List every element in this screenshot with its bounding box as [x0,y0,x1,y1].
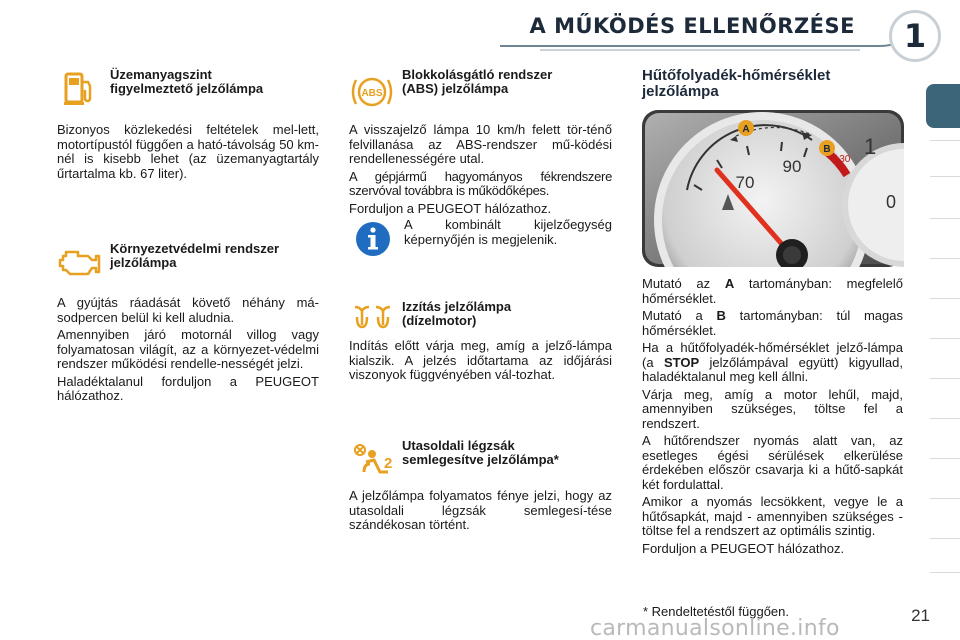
glow-title [402,300,612,328]
side-tab-divider [930,572,960,573]
engine-paragraph-1: A gyújtás ráadását követő néhány má-sodpercen belül ki kell aludnia. [57,295,319,325]
fuel-title-line2: figyelmeztető jelzőlámpa [110,81,264,96]
fuel-text [57,123,319,184]
page-number: 21 [911,606,930,625]
fuel-title [110,68,320,96]
gauge-right-digit: 1 [864,134,877,159]
airbag-off-icon [352,442,394,482]
coolant-paragraph-1: Mutató az A tartományban: megfelelő hőmérséklet. [642,276,903,306]
abs-paragraph-2: A gépjármű hagyományos fékrendszere szervóval továbbra is működőképes. [349,168,612,198]
gauge-tick-70: 70 [735,173,755,192]
side-tab-divider [930,538,960,539]
coolant-paragraph-3: Ha a hűtőfolyadék-hőmérséklet jelző-lámpa (a STOP jelzőlámpával együtt) kigyullad, haladéktalanul meg kell állni. [642,340,903,384]
side-tab-divider [930,140,960,141]
airbag-title [402,439,612,467]
glow-plug-icon [352,303,394,331]
side-tab-divider [930,298,960,299]
engine-paragraph-2: Amennyiben járó motornál villog vagy folyamatosan világít, az a környezet-védelmi rendszer működési rendelle-nességét jelzi. [57,327,319,371]
abs-title-line2: (ABS) jelzőlámpa [402,81,509,96]
coolant-title-line1: Hűtőfolyadék-hőmérséklet [642,67,831,84]
engine-text [57,296,319,407]
fuel-title-line1: Üzemanyagszint [110,67,212,82]
abs-title [402,68,612,96]
fuel-pump-icon [62,70,96,106]
side-tab-divider [930,378,960,379]
side-tab-divider [930,176,960,177]
side-tab-active[interactable] [926,84,960,128]
coolant-title [642,68,902,100]
airbag-text [349,489,612,536]
page-title: A MŰKÖDÉS ELLENŐRZÉSE [529,14,855,38]
coolant-paragraph-7: Forduljon a PEUGEOT hálózathoz. [642,540,845,556]
watermark[interactable]: carmanualsonline.info [590,616,840,640]
side-tab-divider [930,258,960,259]
coolant-paragraph-2: Mutató a B tartományban: túl magas hőmérséklet. [642,308,903,338]
engine-title-line1: Környezetvédelmi rendszer [110,241,280,256]
glow-title-line2: (dízelmotor) [402,313,477,328]
fuel-paragraph: Bizonyos közlekedési feltételek mel-lett, motortípustól függően a ható-távolság 50 km-nél is kisebb lehet (az üzemanyagtartály űrtartalma kb. 67 liter). [57,122,319,181]
gauge-tick-90: 90 [782,157,802,176]
glow-paragraph: Indítás előtt várja meg, amíg a jelző-lámpa kialszik. A jelzés időtartama az időjárási viszonyok függvényében vál-tozhat. [349,338,612,382]
gauge-tick-130: 130 [833,154,851,165]
airbag-paragraph: A jelzőlámpa folyamatos fénye jelzi, hogy az utasoldali légzsák semlegesí-tése szándékosan történt. [349,488,612,532]
engine-title-line2: jelzőlámpa [110,255,177,270]
abs-text [349,123,612,219]
abs-icon [350,72,394,112]
abs-paragraph-3: Forduljon a PEUGEOT hálózathoz. [349,200,552,216]
coolant-gauge-image [642,110,904,267]
gauge-right-digit-2: 0 [886,192,897,212]
svg-text:2: 2 [384,455,393,472]
engine-icon [58,248,102,280]
coolant-paragraph-6: Amikor a nyomás lecsökkent, vegye le a hűtősapkát, majd - amennyiben szükséges - töltse fel a rendszert az optimális szintig. [642,494,903,538]
glow-title-line1: Izzítás jelzőlámpa [402,299,512,314]
header-bar [0,0,960,55]
side-tab-divider [930,458,960,459]
side-tab-divider [930,338,960,339]
coolant-paragraph-4: Várja meg, amíg a motor lehűl, majd, amennyiben szükséges, töltse fel a rendszert. [642,386,903,431]
chapter-number: 1 [889,10,941,62]
abs-title-line1: Blokkolásgátló rendszer [402,67,553,82]
coolant-paragraph-5: A hűtőrendszer nyomás alatt van, az esetleges égési sérülések elkerülése érdekében először csavarja ki a hűtő-sapkát két fordulattal. [642,433,903,492]
glow-text [349,339,612,386]
svg-text:ABS: ABS [361,88,383,99]
abs-paragraph-1: A visszajelző lámpa 10 km/h felett tör-ténő felvillanása az ABS-rendszer mű-ködési rendellenességére utal. [349,122,612,166]
info-text [404,218,612,250]
coolant-text [642,277,903,559]
footnote: * Rendeltetéstől függően. [643,604,789,619]
gauge-label-a: A [742,124,750,135]
side-tab-divider [930,218,960,219]
info-paragraph: A kombinált kijelzőegység képernyőjén is megjelenik. [404,217,612,247]
side-tab-divider [930,498,960,499]
engine-title [110,242,320,270]
info-icon [354,220,392,258]
airbag-title-line2: semlegesítve jelzőlámpa* [402,452,559,467]
engine-paragraph-3: Haladéktalanul forduljon a PEUGEOT hálózathoz. [57,373,319,403]
airbag-title-line1: Utasoldali légzsák [402,438,515,453]
side-tab-divider [930,418,960,419]
gauge-label-b: B [823,144,831,155]
coolant-title-line2: jelzőlámpa [642,83,719,100]
